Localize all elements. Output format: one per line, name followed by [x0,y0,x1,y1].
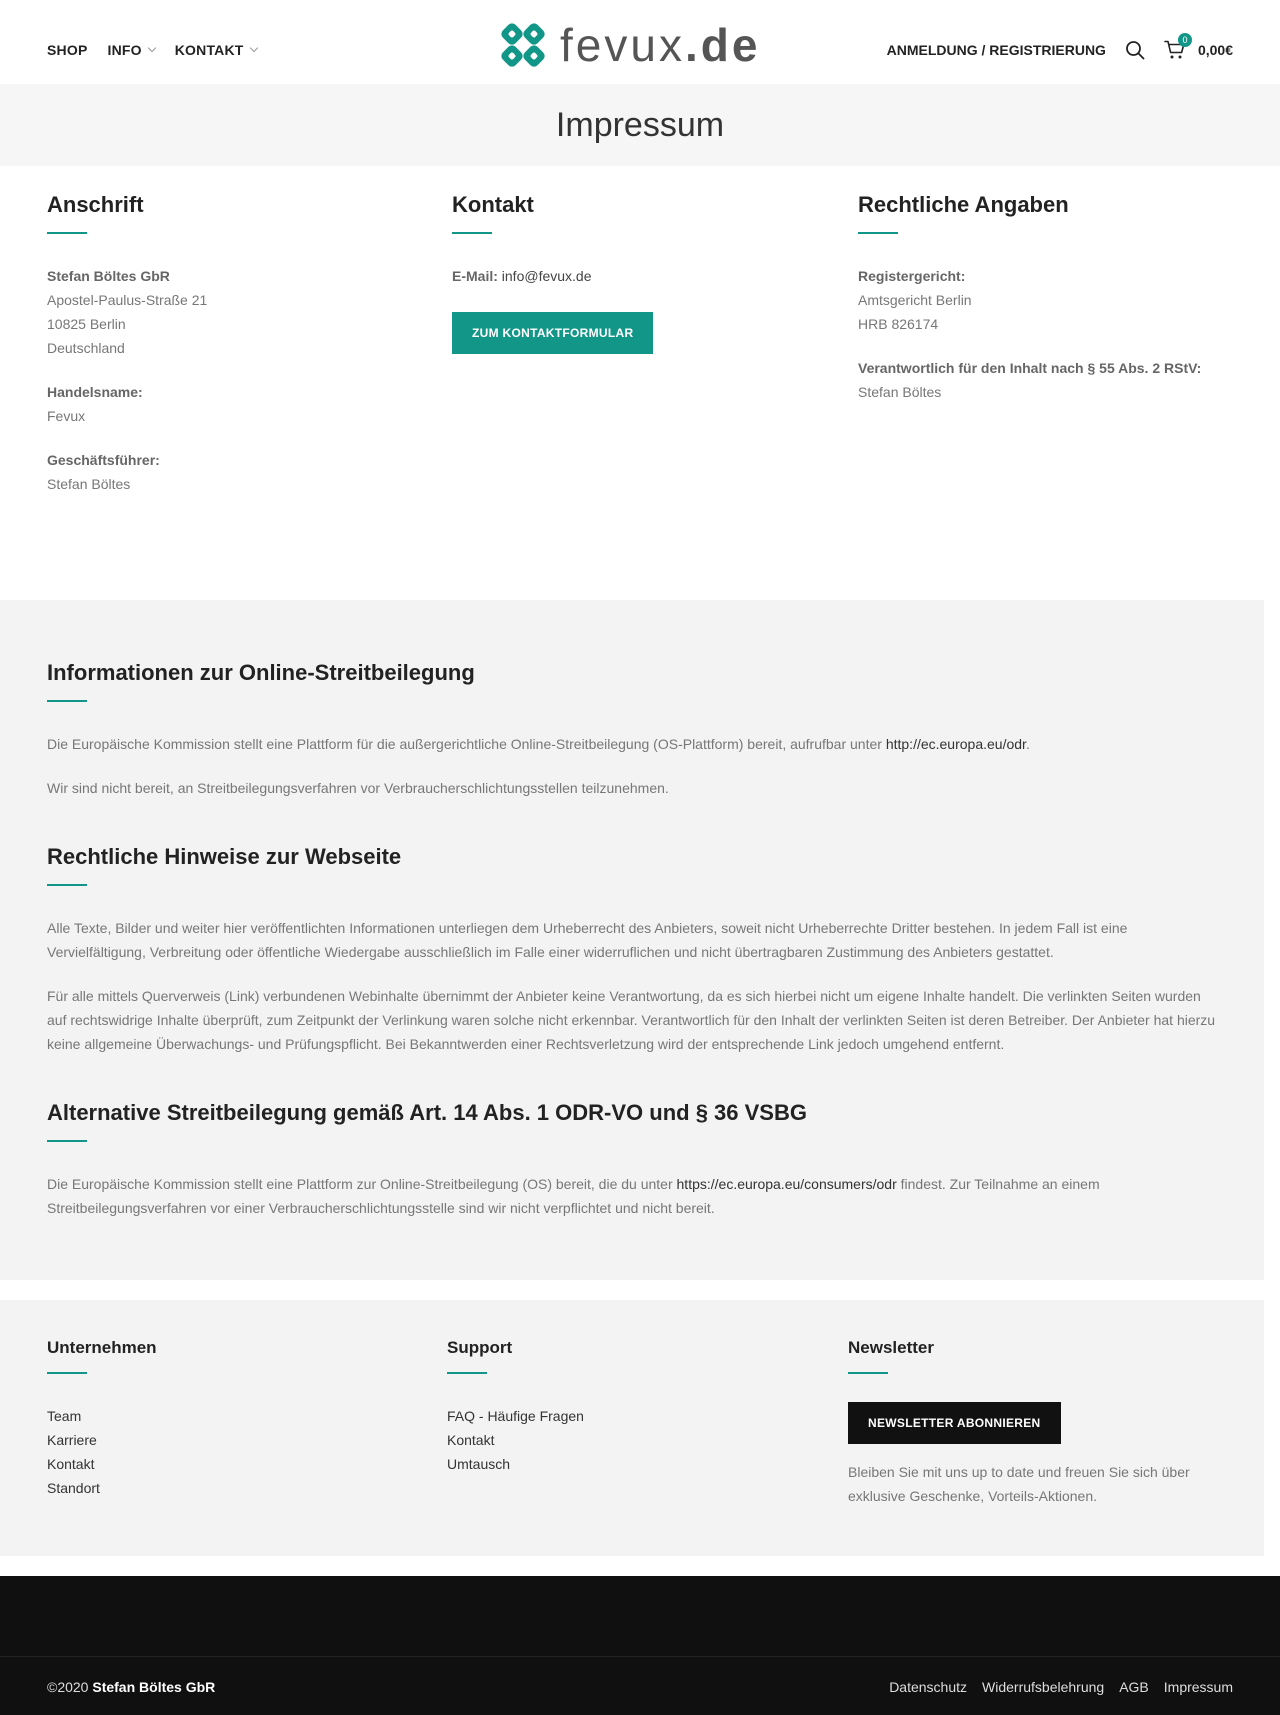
email-link[interactable]: info@fevux.de [501,268,592,284]
legal-heading: Rechtliche Angaben [858,192,1069,217]
search-icon [1125,40,1145,60]
bottom-bar [0,1576,1280,1715]
dispute-heading: Informationen zur Online-Streitbeilegung [47,660,475,685]
footer-support-column [447,1300,584,1476]
footer-company-heading: Unternehmen [47,1338,157,1357]
heading-underline [447,1372,487,1374]
copyright: ©2020 Stefan Böltes GbR [47,1679,216,1695]
contact-form-button[interactable]: ZUM KONTAKTFORMULAR [452,312,653,354]
court-label: Registergericht: [858,268,966,284]
cart-total[interactable]: 0,00€ [1197,42,1233,58]
company-name: Stefan Böltes GbR [47,268,170,284]
dispute-paragraph-2: Wir sind nicht bereit, an Streitbeilegungsverfahren vor Verbraucherschlichtungsstellen teilzunehmen. [47,780,669,796]
address-heading: Anschrift [47,192,144,217]
cart-button[interactable] [1164,35,1188,61]
site-header [0,0,1280,84]
login-register-link[interactable]: ANMELDUNG / REGISTRIERUNG [886,42,1106,58]
logo-mark-icon [500,22,546,68]
legal-column [858,166,1238,424]
bottom-link-datenschutz[interactable]: Datenschutz [889,1679,968,1695]
dispute-paragraph-1: Die Europäische Kommission stellt eine Plattform für die außergerichtliche Online-Streitbeilegung (OS-Plattform) bereit, aufrufbar unter http://ec.europa.eu/odr. [47,736,1030,752]
ceo-label: Geschäftsführer: [47,452,160,468]
trade-name-value: Fevux [47,408,86,424]
heading-underline [858,232,898,234]
footer-link-standort[interactable]: Standort [47,1480,100,1496]
website-notes-paragraph-2: Für alle mittels Querverweis (Link) verbundenen Webinhalte übernimmt der Anbieter keine Verantwortung, da es sich hierbei nicht um eigene Inhalte handelt. Die verlinkten Seiten wurden auf rechtswidrige Inhalte überprüft, zum Zeitpunkt der Verlinkung waren solche nicht erkennbar. Verantwortlich für den Inhalt der verlinkten Seiten ist deren Betreiber. Der Anbieter hat hierzu keine allgemeine Überwachungs- und Prüfungspflicht. Bei Bekanntwerden einer Rechtsverletzung wird der entsprechende Link jedoch umgehend entfernt. [47,988,1216,1052]
site-footer [0,1300,1264,1556]
heading-underline [452,232,492,234]
newsletter-description: Bleiben Sie mit uns up to date und freuen Sie sich über exklusive Geschenke, Vorteils-Aktionen. [848,1464,1190,1504]
logo-text: fevux.de [560,19,761,71]
ceo-block [47,448,407,496]
address-column [47,166,407,516]
court-value: Amtsgericht Berlin [858,292,972,308]
footer-link-umtausch[interactable]: Umtausch [447,1456,511,1472]
city: 10825 Berlin [47,316,126,332]
search-button[interactable] [1124,39,1146,61]
nav-kontakt[interactable]: KONTAKT [175,42,257,58]
responsible-value: Stefan Böltes [858,384,942,400]
legal-info-section [0,600,1264,1280]
hrb-number: HRB 826174 [858,316,939,332]
heading-underline [47,884,87,886]
website-notes-paragraph-1: Alle Texte, Bilder und weiter hier veröffentlichten Informationen unterliegen dem Urheberrecht des Anbieters, soweit nicht Urheberrechte Dritter bestehen. In jedem Fall ist eine Vervielfältigung, Verbreitung oder öffentliche Wiedergabe ausschließlich im Falle einer widerruflichen und nicht übertragbaren Zustimmung des Anbieters gestattet. [47,920,1128,960]
footer-link-support-kontakt[interactable]: Kontakt [447,1432,495,1448]
register-block [858,264,1238,336]
odr-link[interactable]: http://ec.europa.eu/odr [885,736,1026,752]
street: Apostel-Paulus-Straße 21 [47,292,208,308]
alt-dispute-paragraph: Die Europäische Kommission stellt eine Plattform zur Online-Streitbeilegung (OS) bereit, die du unter https://ec.europa.eu/consumers/odr findest. Zur Teilnahme an einem Streitbeilegungsverfahren vor einer Verbraucherschlichtungsstelle sind wir nicht verpflichtet und nicht bereit. [47,1176,1100,1216]
cart-count-badge: 0 [1178,33,1192,47]
contact-heading: Kontakt [452,192,534,217]
footer-newsletter-heading: Newsletter [848,1338,934,1357]
ceo-value: Stefan Böltes [47,476,131,492]
newsletter-subscribe-button[interactable]: NEWSLETTER ABONNIEREN [848,1402,1061,1444]
chevron-down-icon [249,44,257,52]
impressum-columns [0,166,1280,601]
contact-column [452,166,812,354]
page-title: Impressum [555,105,725,144]
bottom-link-impressum[interactable]: Impressum [1163,1679,1233,1695]
trade-name-block [47,380,407,428]
bottom-link-widerruf[interactable]: Widerrufsbelehrung [982,1679,1105,1695]
website-notes-heading: Rechtliche Hinweise zur Webseite [47,844,402,869]
footer-link-team[interactable]: Team [47,1408,82,1424]
site-logo[interactable] [500,19,761,71]
header-actions [887,0,1233,100]
footer-link-karriere[interactable]: Karriere [47,1432,97,1448]
country: Deutschland [47,340,125,356]
address-block [47,264,407,360]
heading-underline [47,232,87,234]
chevron-down-icon [147,44,155,52]
alt-dispute-heading: Alternative Streitbeilegung gemäß Art. 14 Abs. 1 ODR-VO und § 36 VSBG [47,1100,807,1125]
footer-support-heading: Support [447,1338,513,1357]
nav-shop[interactable]: SHOP [47,42,88,58]
consumers-odr-link[interactable]: https://ec.europa.eu/consumers/odr [676,1176,897,1192]
bottom-links [889,1679,1233,1695]
heading-underline [47,700,87,702]
footer-company-column [47,1300,157,1500]
bottom-divider [0,1656,1280,1657]
responsible-block [858,356,1238,404]
trade-name-label: Handelsname: [47,384,143,400]
heading-underline [47,1372,87,1374]
legal-info-inner [47,600,1217,1220]
responsible-label: Verantwortlich für den Inhalt nach § 55 Abs. 2 RStV: [858,360,1202,376]
heading-underline [848,1372,888,1374]
main-nav [47,0,257,100]
footer-newsletter-column [848,1300,1218,1508]
heading-underline [47,1140,87,1142]
nav-info[interactable]: INFO [107,42,154,58]
footer-link-faq[interactable]: FAQ - Häufige Fragen [447,1408,584,1424]
footer-link-kontakt[interactable]: Kontakt [47,1456,95,1472]
bottom-link-agb[interactable]: AGB [1119,1679,1149,1695]
email-line: E-Mail: info@fevux.de [452,268,592,284]
